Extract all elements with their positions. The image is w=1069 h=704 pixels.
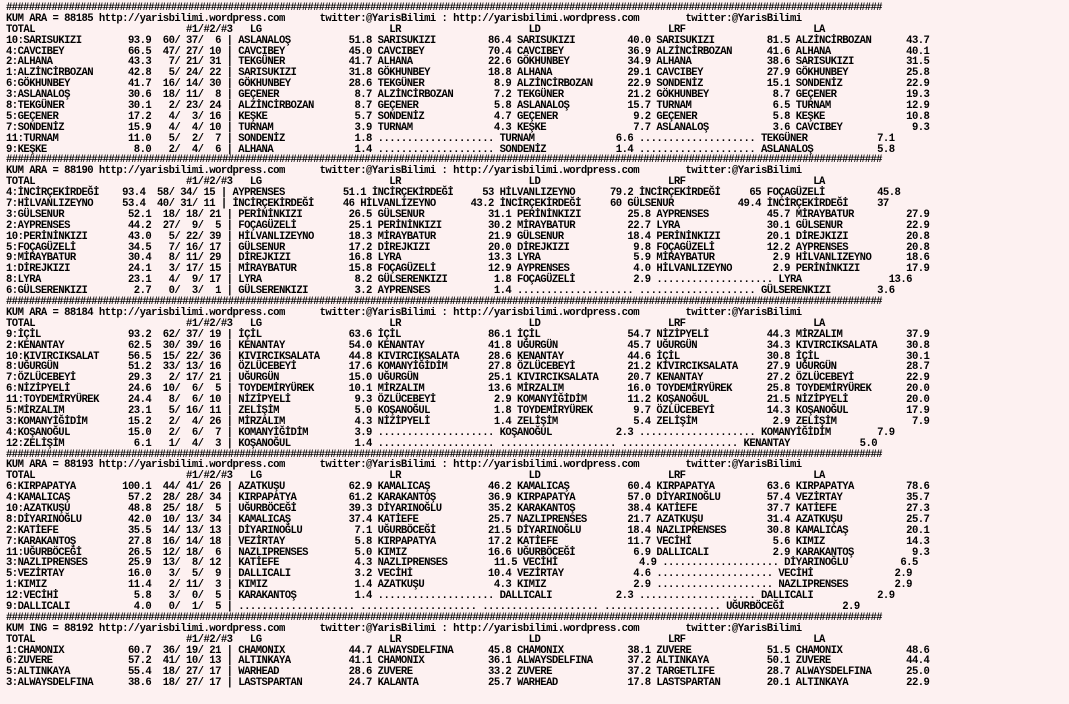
table-row: 10:SARISUKIZI 93.9 60/ 37/ 6 | ASLANALOŞ 51.8 SARISUKIZI 86.4 SARISUKIZI 40.0 SARISUKIZI 81.5 ALZİNCİRBOZAN 43.7 (6, 34, 930, 47)
table-row: 3:ASLANALOŞ 30.6 18/ 11/ 8 | GEÇENER 8.7 ALZİNCİRBOZAN 7.2 TEKGÜNER 21.2 GÖKHUNBEY 8.7 GEÇENER 19.3 (6, 89, 930, 102)
table-row: 11:TURNAM 11.0 5/ 2/ 7 | SONDENİZ 1.8 .................... TURNAM 6.6 .................... TEKGÜNER 7.1 (6, 132, 895, 145)
table-row: 5:VEZİRTAY 16.0 3/ 5/ 9 | DALLICALI 3.2 VECİHİ 10.4 VEZİRTAY 4.6 .................... VECİHİ 2.9 (6, 568, 912, 581)
table-row: 6:GÖKHUNBEY 41.7 16/ 14/ 30 | GÖKHUNBEY 28.6 TEKGÜNER 8.9 ALZİNCİRBOZAN 22.9 SONDENİZ 15.1 SONDENİZ 22.9 (6, 78, 930, 91)
table-row: 10:PERİNİNKIZI 43.0 5/ 22/ 39 | HİLVANLIZEYNO 18.3 MİRAYBATUR 21.9 GÜLSENUR 18.4 PERİNİNKIZI 20.1 DİREJKIZI 20.8 (6, 230, 930, 243)
hash-separator: ########################################################################################################################################################## (6, 448, 882, 461)
race-header: KUM ARA = 88193 http://yarisbilimi.wordpress.com twitter:@YarisBilimi : http://yarisbilimi.wordpress.com twitter:@YarisBilimi (6, 459, 802, 472)
table-row: 6:ZUVERE 57.2 41/ 10/ 13 | ALTINKAYA 41.1 CHAMONIX 36.1 ALWAYSDELFINA 37.2 ALTINKAYA 50.1 ZUVERE 44.4 (6, 655, 930, 668)
table-row: 1:ALZİNCİRBOZAN 42.8 5/ 24/ 22 | SARISUKIZI 31.8 GÖKHUNBEY 18.8 ALHANA 29.1 CAVCIBEY 27.9 GÖKHUNBEY 25.8 (6, 67, 930, 80)
table-row: 8:DİYARINOĞLU 42.0 10/ 13/ 34 | KAMALICAŞ 37.4 KATİEFE 25.7 NAZLIPRENSES 21.7 AZATKUŞU 31.4 AZATKUŞU 25.7 (6, 513, 930, 526)
race-header: KUM ARA = 88190 http://yarisbilimi.wordpress.com twitter:@YarisBilimi : http://yarisbilimi.wordpress.com twitter:@YarisBilimi (6, 165, 802, 178)
table-row: 6:NİZİPYELİ 24.6 10/ 6/ 5 | TOYDEMİRYÜREK 10.1 MİRZALIM 13.6 MİRZALIM 16.0 TOYDEMİRYÜREK 25.8 TOYDEMİRYÜREK 20.0 (6, 383, 930, 396)
table-row: 7:KARAKANTOŞ 27.8 16/ 14/ 18 | VEZİRTAY 5.8 KIRPAPATYA 17.2 KATİEFE 11.7 VECİHİ 5.6 KIMIZ 14.3 (6, 535, 930, 548)
table-row: 9:MİRAYBATUR 30.4 8/ 11/ 29 | DİREJKIZI 16.8 LYRA 13.3 LYRA 5.9 MİRAYBATUR 2.9 HİLVANLIZEYNO 18.6 (6, 252, 930, 265)
table-row: 12:ZELİŞİM 6.1 1/ 4/ 3 | KOŞANOĞUL 1.4 .................... .................... .................... KENANTAY 5.0 (6, 437, 878, 450)
table-row: 1:KIMIZ 11.4 2/ 11/ 3 | KIMIZ 1.4 AZATKUŞU 4.3 KIMIZ 2.9 .................... NAZLIPRENSES 2.9 (6, 579, 912, 592)
table-row: 11:UĞURBÖCEĞİ 26.5 12/ 18/ 6 | NAZLIPRENSES 5.0 KIMIZ 16.6 UĞURBÖCEĞİ 6.9 DALLICALI 2.9 KARAKANTOŞ 9.3 (6, 546, 930, 559)
table-row: 7:SONDENİZ 15.9 4/ 4/ 10 | TURNAM 3.9 TURNAM 4.3 KEŞKE 7.7 ASLANALOŞ 3.6 CAVCIBEY 9.3 (6, 121, 930, 134)
table-row: 1:CHAMONIX 60.7 36/ 19/ 21 | CHAMONIX 44.7 ALWAYSDELFINA 45.8 CHAMONIX 38.1 ZUVERE 51.5 CHAMONIX 48.6 (6, 644, 930, 657)
hash-separator: ########################################################################################################################################################## (6, 296, 882, 309)
table-row: 8:TEKGÜNER 30.1 2/ 23/ 24 | ALZİNCİRBOZAN 8.7 GEÇENER 5.8 ASLANALOŞ 15.7 TURNAM 6.5 TURNAM 12.9 (6, 100, 930, 113)
table-row: 7:HİLVANLIZEYNO 53.4 40/ 31/ 11 | İNCİRÇEKİRDEĞİ 46 HİLVANLIZEYNO 43.2 İNCİRÇEKİRDEĞİ 60 GÜLSENUR 49.4 İNCİRÇEKİRDEĞİ 37 (6, 198, 889, 211)
hash-separator: ########################################################################################################################################################## (6, 154, 882, 167)
table-row: 10:KIVIRCIKSALAT 56.5 15/ 22/ 36 | KIVIRCIKSALATA 44.8 KIVIRCIKSALATA 28.6 KENANTAY 44.6 İÇİL 30.8 İÇİL 30.1 (6, 350, 930, 363)
table-row: 5:FOÇAGÜZELİ 34.5 7/ 16/ 17 | GÜLSENUR 17.2 DİREJKIZI 20.0 DİREJKIZI 9.8 FOÇAGÜZELİ 12.2 AYPRENSES 20.8 (6, 241, 930, 254)
table-row: 3:ALWAYSDELFINA 38.6 18/ 27/ 17 | LASTSPARTAN 24.7 KALANTA 25.7 WARHEAD 17.8 LASTSPARTAN 20.1 ALTINKAYA 22.9 (6, 677, 930, 690)
table-row: 9:DALLICALI 4.0 0/ 1/ 5 | .................... .................... .................... .................... UĞURBÖCEĞİ 2.9 (6, 600, 860, 613)
table-row: 8:UĞURGÜN 51.2 33/ 13/ 16 | ÖZLÜCEBEYİ 17.6 KOMANYİĞİDİM 27.8 ÖZLÜCEBEYİ 21.2 KIVIRCIKSALATA 27.9 UĞURGÜN 28.7 (6, 361, 930, 374)
table-row: 8:LYRA 23.1 4/ 9/ 17 | LYRA 8.2 GÜLSERENKIZI 1.8 FOÇAGÜZELİ 2.9 .................... LYRA 13.6 (6, 274, 912, 287)
table-row: 9:KEŞKE 8.0 2/ 4/ 6 | ALHANA 1.4 .................... SONDENİZ 1.4 .................... ASLANALOŞ 5.8 (6, 143, 895, 156)
table-row: 3:NAZLIPRENSES 25.9 13/ 8/ 12 | KATİEFE 4.3 NAZLIPRENSES 11.5 VECİHİ 4.9 .................... DİYARINOĞLU 6.5 (6, 557, 918, 570)
hash-separator: ########################################################################################################################################################## (6, 611, 882, 624)
table-row: 9:İÇİL 93.2 62/ 37/ 19 | İÇİL 63.6 İÇİL 86.1 İÇİL 54.7 NİZİPYELİ 44.3 MİRZALIM 37.9 (6, 328, 930, 341)
table-row: 4:İNCİRÇEKİRDEĞİ 93.4 58/ 34/ 15 | AYPRENSES 51.1 İNCİRÇEKİRDEĞİ 53 HİLVANLIZEYNO 79.2 İNCİRÇEKİRDEĞİ 65 FOÇAGÜZELİ 45.8 (6, 187, 901, 200)
column-header: TOTAL #1/#2/#3 LG LR LD LRF LA (6, 317, 825, 330)
table-row: 2:AYPRENSES 44.2 27/ 9/ 5 | FOÇAGÜZELİ 25.1 PERİNİNKIZI 30.2 MİRAYBATUR 22.7 LYRA 30.1 GÜLSENUR 22.9 (6, 219, 930, 232)
table-row: 10:AZATKUŞU 48.8 25/ 18/ 5 | UĞURBÖCEĞİ 39.3 DİYARINOĞLU 35.2 KARAKANTOŞ 38.4 KATİEFE 37.7 KATİEFE 27.3 (6, 502, 930, 515)
table-row: 2:KATİEFE 35.5 14/ 13/ 13 | DİYARINOĞLU 7.1 UĞURBÖCEĞİ 21.5 DİYARINOĞLU 18.4 NAZLIPRENSES 30.8 KAMALICAŞ 20.1 (6, 524, 930, 537)
hash-separator: ########################################################################################################################################################## (6, 2, 882, 14)
column-header: TOTAL #1/#2/#3 LG LR LD LRF LA (6, 470, 825, 483)
column-header: TOTAL #1/#2/#3 LG LR LD LRF LA (6, 176, 825, 189)
table-row: 7:ÖZLÜCEBEYİ 29.3 2/ 17/ 21 | UĞURGÜN 15.0 UĞURGÜN 25.1 KIVIRCIKSALATA 20.7 KENANTAY 27.2 ÖZLÜCEBEYİ 22.9 (6, 372, 930, 385)
race-stats-sheet (6, 3, 1066, 689)
race-header: KUM ING = 88192 http://yarisbilimi.wordpress.com twitter:@YarisBilimi : http://yarisbilimi.wordpress.com twitter:@YarisBilimi (6, 622, 802, 635)
table-row: 5:GEÇENER 17.2 4/ 3/ 16 | KEŞKE 5.7 SONDENİZ 4.7 GEÇENER 9.2 GEÇENER 5.8 KEŞKE 10.8 (6, 110, 930, 123)
table-row: 3:GÜLSENUR 52.1 18/ 18/ 21 | PERİNİNKIZI 26.5 GÜLSENUR 31.1 PERİNİNKIZI 25.8 AYPRENSES 45.7 MİRAYBATUR 27.9 (6, 208, 930, 221)
race-header: KUM ARA = 88185 http://yarisbilimi.wordpress.com twitter:@YarisBilimi : http://yarisbilimi.wordpress.com twitter:@YarisBilimi (6, 12, 802, 25)
table-row: 1:DİREJKIZI 24.1 3/ 17/ 15 | MİRAYBATUR 15.8 FOÇAGÜZELİ 12.9 AYPRENSES 4.0 HİLVANLIZEYNO 2.9 PERİNİNKIZI 17.9 (6, 263, 930, 276)
table-row: 3:KOMANYİĞİDİM 15.2 2/ 4/ 26 | MİRZALIM 4.3 NİZİPYELİ 1.4 ZELİŞİM 5.4 ZELİŞİM 2.9 ZELİŞİM 7.9 (6, 415, 930, 428)
column-header: TOTAL #1/#2/#3 LG LR LD LRF LA (6, 23, 825, 36)
column-header: TOTAL #1/#2/#3 LG LR LD LRF LA (6, 633, 825, 646)
table-row: 2:ALHANA 43.3 7/ 21/ 31 | TEKGÜNER 41.7 ALHANA 22.6 GÖKHUNBEY 34.9 ALHANA 38.6 SARISUKIZI 31.5 (6, 56, 930, 69)
table-row: 11:TOYDEMİRYÜREK 24.4 8/ 6/ 10 | NİZİPYELİ 9.3 ÖZLÜCEBEYİ 2.9 KOMANYİĞİDİM 11.2 KOŞANOĞUL 21.5 NİZİPYELİ 20.0 (6, 394, 930, 407)
table-row: 5:MİRZALIM 23.1 5/ 16/ 11 | ZELİŞİM 5.0 KOŞANOĞUL 1.8 TOYDEMİRYÜREK 9.7 ÖZLÜCEBEYİ 14.3 KOŞANOĞUL 17.9 (6, 404, 930, 417)
table-row: 4:KAMALICAŞ 57.2 28/ 28/ 34 | KIRPAPATYA 61.2 KARAKANTOŞ 36.9 KIRPAPATYA 57.0 DİYARINOĞLU 57.4 VEZİRTAY 35.7 (6, 492, 930, 505)
table-row: 5:ALTINKAYA 55.4 18/ 27/ 17 | WARHEAD 28.6 ZUVERE 33.2 ZUVERE 37.2 TARGETLIFE 28.7 ALWAYSDELFINA 25.0 (6, 666, 930, 679)
table-row: 4:KOŞANOĞUL 15.0 2/ 6/ 7 | KOMANYİĞİDİM 3.9 .................... KOŞANOĞUL 2.3 .................... KOMANYİĞİDİM 7.9 (6, 426, 895, 439)
table-row: 4:CAVCIBEY 66.5 47/ 27/ 10 | CAVCIBEY 45.0 CAVCIBEY 70.4 CAVCIBEY 36.9 ALZİNCİRBOZAN 41.6 ALHANA 40.1 (6, 45, 930, 58)
table-row: 6:GÜLSERENKIZI 2.7 0/ 3/ 1 | GÜLSERENKIZI 3.2 AYPRENSES 1.4 .................... .................... GÜLSERENKIZI 3.6 (6, 285, 895, 298)
table-row: 2:KENANTAY 62.5 30/ 39/ 16 | KENANTAY 54.0 KENANTAY 41.8 UĞURGÜN 45.7 UĞURGÜN 34.3 KIVIRCIKSALATA 30.8 (6, 339, 930, 352)
table-row: 6:KIRPAPATYA 100.1 44/ 41/ 26 | AZATKUŞU 62.9 KAMALICAŞ 46.2 KAMALICAŞ 60.4 KIRPAPATYA 63.6 KIRPAPATYA 78.6 (6, 481, 930, 494)
race-header: KUM ARA = 88184 http://yarisbilimi.wordpress.com twitter:@YarisBilimi : http://yarisbilimi.wordpress.com twitter:@YarisBilimi (6, 306, 802, 319)
table-row: 12:VECİHİ 5.8 3/ 0/ 5 | KARAKANTOŞ 1.4 .................... DALLICALI 2.3 .................... DALLICALI 2.9 (6, 590, 895, 603)
